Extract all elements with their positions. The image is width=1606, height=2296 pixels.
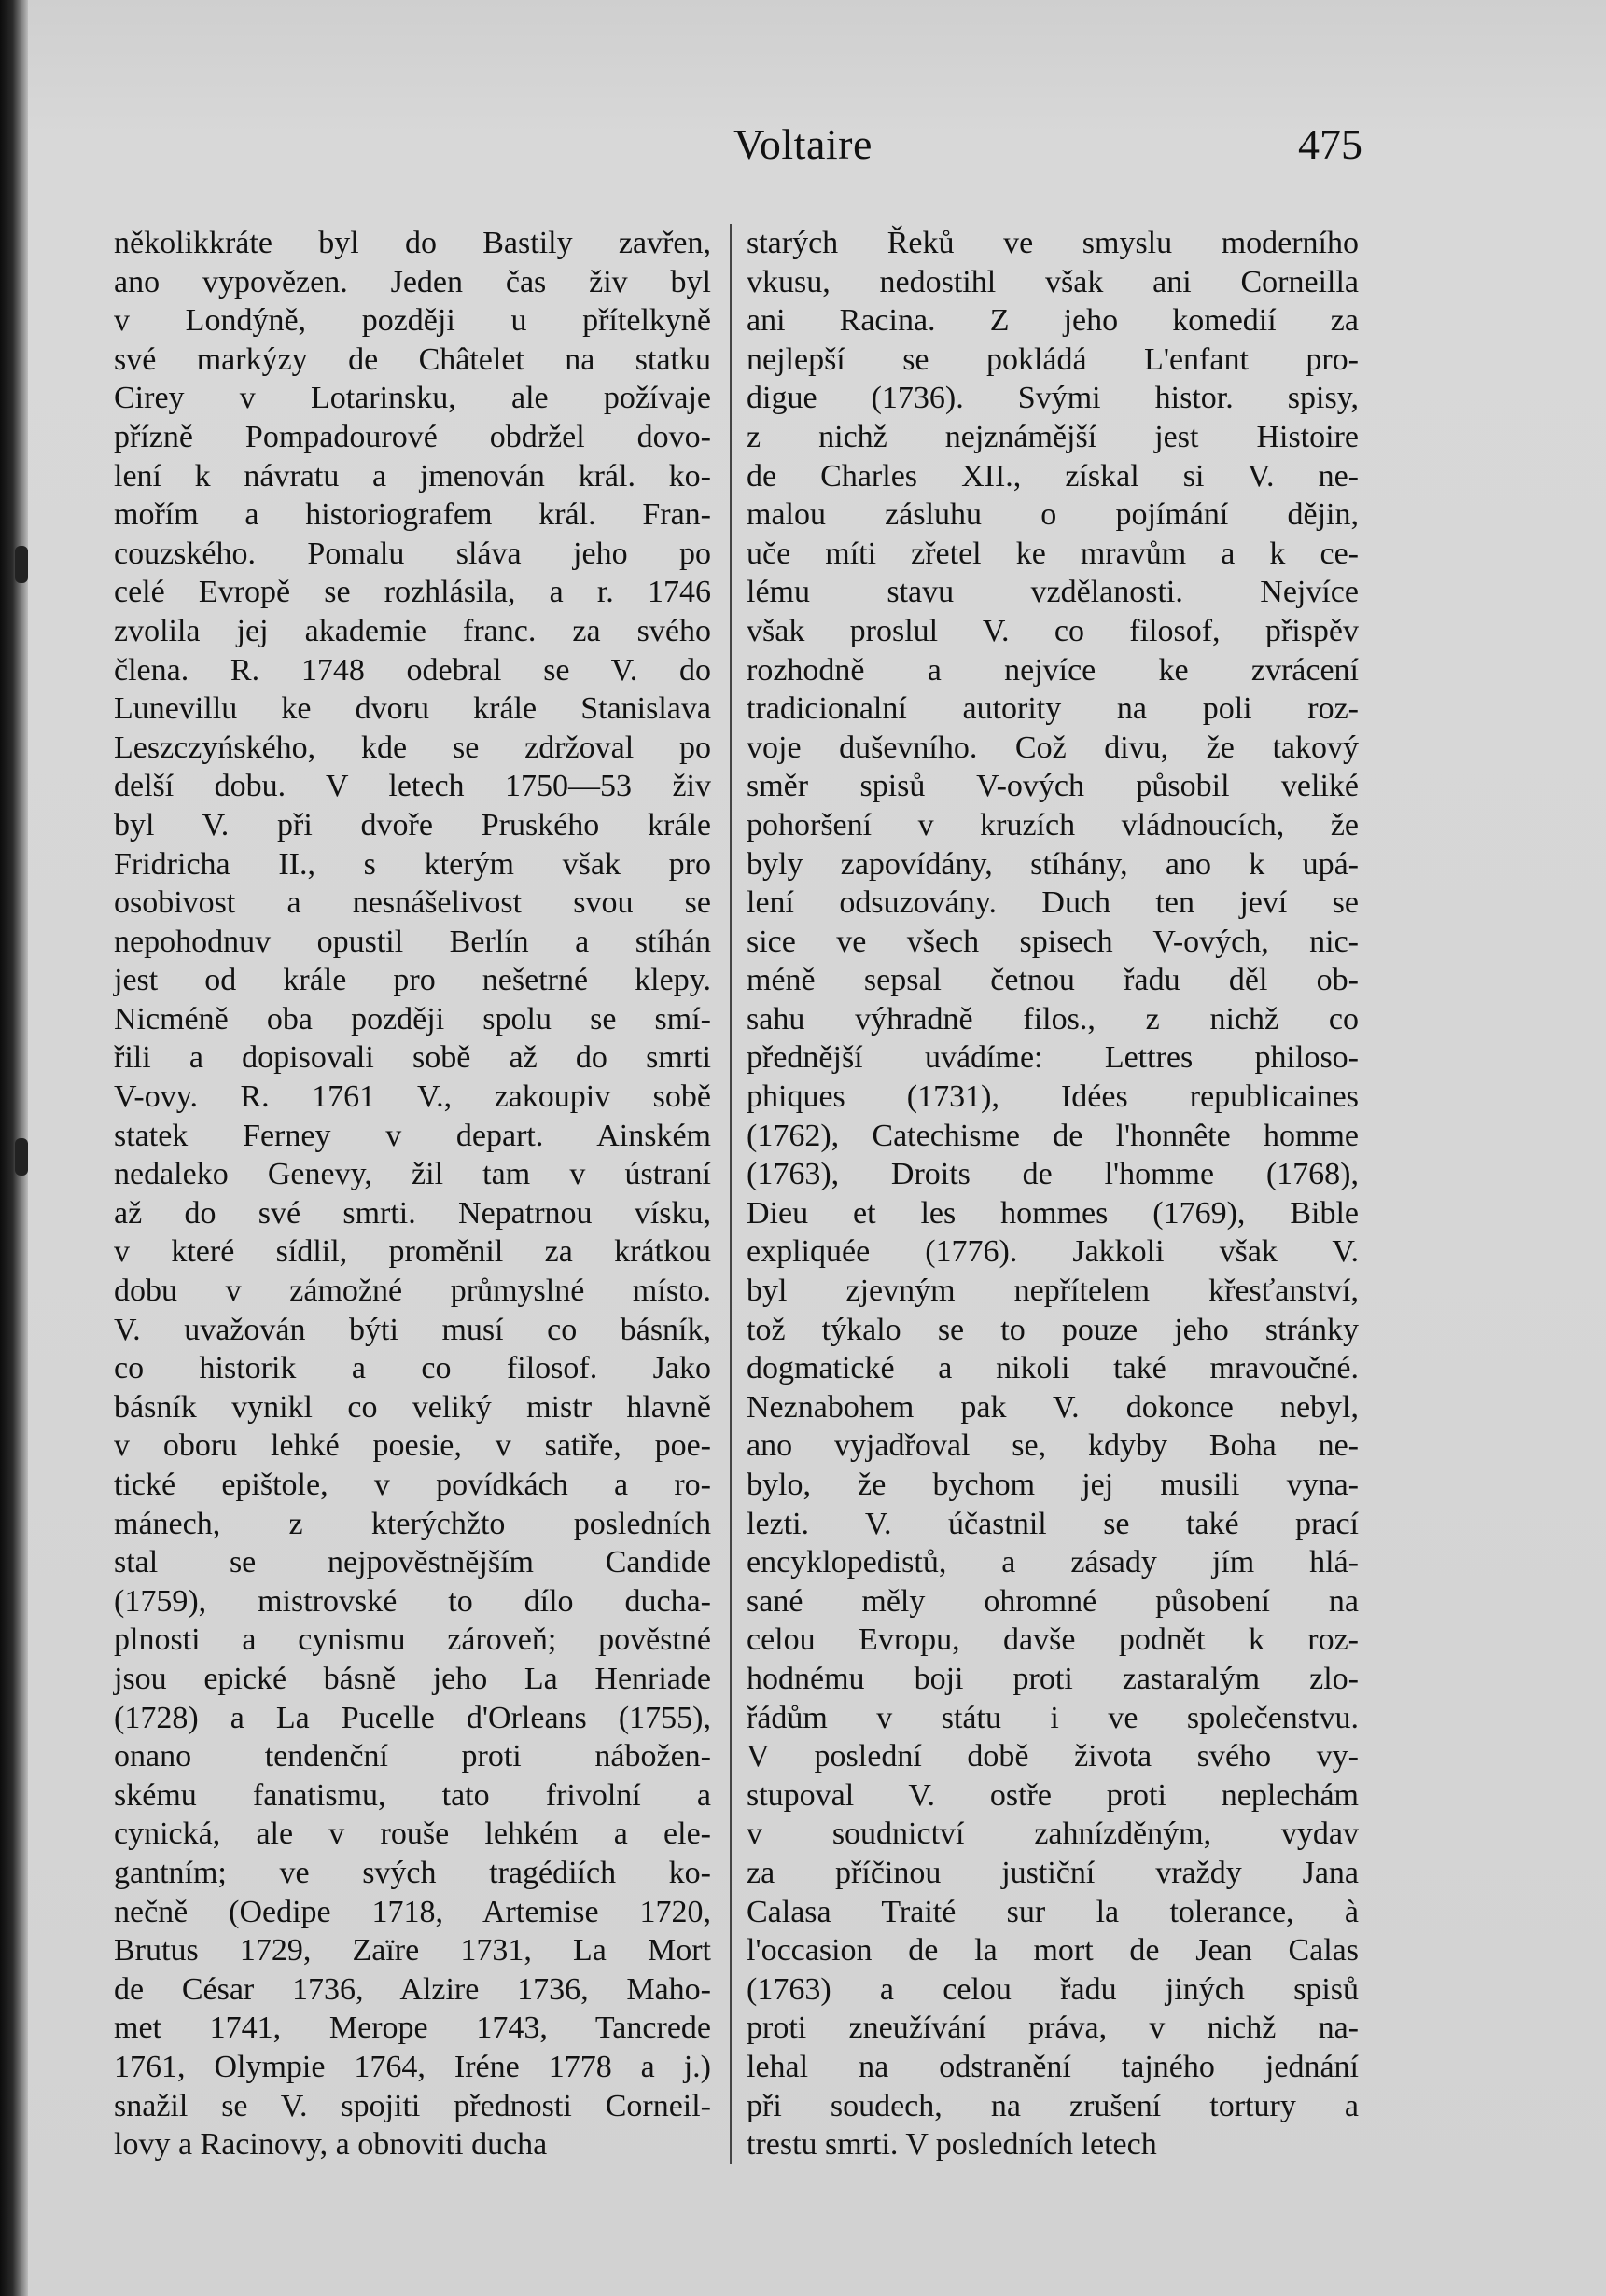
text-line: skému fanatismu, tato frivolní a [114, 1777, 711, 1813]
text-line: lezti. V. účastnil se také prací [747, 1506, 1359, 1541]
text-line: lehal na odstranění tajného jednání [747, 2049, 1359, 2084]
text-line: stal se nejpověstnějším Candide [114, 1545, 711, 1580]
text-line: mořím a historiografem král. Fran- [114, 497, 711, 533]
page-number: 475 [1298, 120, 1362, 168]
text-line: couzského. Pomalu sláva jeho po [114, 536, 711, 571]
text-line: vkusu, nedostihl však ani Corneilla [747, 264, 1359, 299]
text-line: sice ve všech spisech V-ových, nic- [747, 924, 1359, 959]
text-line: za příčinou justiční vraždy Jana [747, 1855, 1359, 1890]
text-line: Cirey v Lotarinsku, ale požívaje [114, 381, 711, 416]
text-line: byl V. při dvoře Pruského krále [114, 807, 711, 842]
text-line: tož týkalo se to pouze jeho stránky [747, 1312, 1359, 1347]
text-line: ani Racina. Z jeho komedií za [747, 303, 1359, 339]
text-line: řili a dopisovali sobě až do smrti [114, 1040, 711, 1076]
text-line: digue (1736). Svými histor. spisy, [747, 381, 1359, 416]
text-line: řádům v státu i ve společenstvu. [747, 1700, 1359, 1735]
running-header-title: Voltaire [733, 120, 873, 168]
text-line: své markýzy de Châtelet na statku [114, 341, 711, 377]
text-line: lení odsuzovány. Duch ten jeví se [747, 885, 1359, 921]
text-line: (1762), Catechisme de l'honnête homme [747, 1118, 1359, 1153]
text-line: sahu výhradně filos., z nichž co [747, 1001, 1359, 1037]
text-line: nedaleko Genevy, žil tam v ústraní [114, 1157, 711, 1192]
text-line: snažil se V. spojiti přednosti Corneil- [114, 2088, 711, 2123]
text-line: jsou epické básně jeho La Henriade [114, 1661, 711, 1696]
text-line: Leszczyńského, kde se zdržoval po [114, 730, 711, 765]
text-line: rozhodně a nejvíce ke zvrácení [747, 652, 1359, 688]
text-line: Dieu et les hommes (1769), Bible [747, 1195, 1359, 1231]
text-line: Brutus 1729, Zaïre 1731, La Mort [114, 1933, 711, 1969]
text-line: nepohodnuv opustil Berlín a stíhán [114, 924, 711, 959]
text-line: z nichž nejznámější jest Histoire [747, 419, 1359, 454]
text-line: přednější uvádíme: Lettres philoso- [747, 1040, 1359, 1076]
text-line: směr spisů V-ových působil veliké [747, 769, 1359, 804]
text-line: de Charles XII., získal si V. ne- [747, 458, 1359, 494]
text-line: básník vynikl co veliký mistr hlavně [114, 1389, 711, 1425]
text-line: celé Evropě se rozhlásila, a r. 1746 [114, 575, 711, 610]
text-line: Lunevillu ke dvoru krále Stanislava [114, 691, 711, 727]
text-line: osobivost a nesnášelivost svou se [114, 885, 711, 921]
text-line: (1763) a celou řadu jiných spisů [747, 1971, 1359, 2007]
text-line: jest od krále pro nešetrné klepy. [114, 963, 711, 998]
text-line: bylo, že bychom jej musili vyna- [747, 1468, 1359, 1502]
column-divider [730, 224, 732, 2164]
text-line: expliquée (1776). Jakkoli však V. [747, 1234, 1359, 1270]
text-line: V poslední době života svého vy- [747, 1739, 1359, 1774]
text-line: delší dobu. V letech 1750—53 živ [114, 769, 711, 804]
text-line: (1728) a La Pucelle d'Orleans (1755), [114, 1700, 711, 1735]
text-line: při soudech, na zrušení tortury a [747, 2088, 1359, 2123]
text-line: lovy a Racinovy, a obnoviti ducha [114, 2127, 548, 2163]
text-line: malou zásluhu o pojímání dějin, [747, 497, 1359, 533]
text-line: lému stavu vzdělanosti. Nejvíce [747, 575, 1359, 610]
text-line: byl zjevným nepřítelem křesťanství, [747, 1273, 1359, 1309]
text-line: trestu smrti. V posledních letech [747, 2127, 1157, 2163]
text-line: onano tendenční proti nábožen- [114, 1739, 711, 1774]
text-line: tické epištole, v povídkách a ro- [114, 1468, 711, 1502]
text-line: de César 1736, Alzire 1736, Maho- [114, 1971, 711, 2007]
text-line: zvolila jej akademie franc. za svého [114, 613, 711, 648]
text-line: (1763), Droits de l'homme (1768), [747, 1157, 1359, 1192]
text-line: nečně (Oedipe 1718, Artemise 1720, [114, 1894, 711, 1929]
text-line: pohoršení v kruzích vládnoucích, že [747, 807, 1359, 842]
text-line: v soudnictví zahnízděným, vydav [747, 1816, 1359, 1852]
text-line: několikkráte byl do Bastily zavřen, [114, 226, 711, 260]
text-line: Calasa Traité sur la tolerance, à [747, 1894, 1359, 1929]
text-line: l'occasion de la mort de Jean Calas [747, 1933, 1359, 1969]
text-line: cynická, ale v rouše lehkém a ele- [114, 1816, 711, 1852]
text-line: (1759), mistrovské to dílo ducha- [114, 1583, 711, 1619]
text-line: ano vyjadřoval se, kdyby Boha ne- [747, 1428, 1359, 1464]
text-line: Nicméně oba později spolu se smí- [114, 1001, 711, 1037]
right-text-column [747, 224, 1359, 2164]
text-line: celou Evropu, davše podnět k roz- [747, 1622, 1359, 1658]
text-line: starých Řeků ve smyslu moderního [747, 226, 1359, 260]
text-line: mánech, z kterýchžto posledních [114, 1506, 711, 1541]
text-line: stupoval V. ostře proti neplechám [747, 1777, 1359, 1813]
text-line: přízně Pompadourové obdržel dovo- [114, 419, 711, 454]
ink-spot-decoration [15, 546, 28, 583]
text-line: tradicionalní autority na poli roz- [747, 691, 1359, 727]
text-line: v Londýně, později u přítelkyně [114, 303, 711, 339]
text-line: statek Ferney v depart. Ainském [114, 1118, 711, 1153]
text-line: phiques (1731), Idées republicaines [747, 1079, 1359, 1115]
text-line: sané měly ohromné působení na [747, 1583, 1359, 1619]
text-line: gantním; ve svých tragédiích ko- [114, 1855, 711, 1890]
text-line: dobu v zámožné průmyslné místo. [114, 1273, 711, 1309]
text-line: 1761, Olympie 1764, Iréne 1778 a j.) [114, 2049, 711, 2084]
text-line: met 1741, Merope 1743, Tancrede [114, 2011, 711, 2046]
text-line: méně sepsal četnou řadu děl ob- [747, 963, 1359, 998]
text-line: Fridricha II., s kterým však pro [114, 846, 711, 882]
text-line: encyklopedistů, a zásady jím hlá- [747, 1545, 1359, 1580]
text-line: dogmatické a nikoli také mravoučné. [747, 1351, 1359, 1386]
text-line: voje duševního. Což divu, že takový [747, 730, 1359, 765]
text-line: proti zneužívání práva, v nichž na- [747, 2011, 1359, 2046]
text-line: V-ovy. R. 1761 V., zakoupiv sobě [114, 1079, 711, 1115]
text-line: byly zapovídány, stíhány, ano k upá- [747, 846, 1359, 882]
text-line: hodnému boji proti zastaralým zlo- [747, 1661, 1359, 1696]
text-line: však proslul V. co filosof, přispěv [747, 613, 1359, 648]
text-line: plnosti a cynismu zároveň; pověstné [114, 1622, 711, 1658]
text-line: uče míti zřetel ke mravům a k ce- [747, 536, 1359, 571]
text-line: člena. R. 1748 odebral se V. do [114, 652, 711, 688]
ink-spot-decoration [15, 1138, 28, 1176]
text-line: V. uvažován býti musí co básník, [114, 1312, 711, 1347]
text-line: v které sídlil, proměnil za krátkou [114, 1234, 711, 1270]
text-line: ano vypovězen. Jeden čas živ byl [114, 264, 711, 299]
text-line: až do své smrti. Nepatrnou vísku, [114, 1195, 711, 1231]
text-line: nejlepší se pokládá L'enfant pro- [747, 341, 1359, 377]
text-line: lení k návratu a jmenován král. ko- [114, 458, 711, 494]
left-text-column [114, 224, 711, 2164]
text-line: v oboru lehké poesie, v satiře, poe- [114, 1428, 711, 1464]
text-line: co historik a co filosof. Jako [114, 1351, 711, 1386]
text-line: Neznabohem pak V. dokonce nebyl, [747, 1389, 1359, 1425]
